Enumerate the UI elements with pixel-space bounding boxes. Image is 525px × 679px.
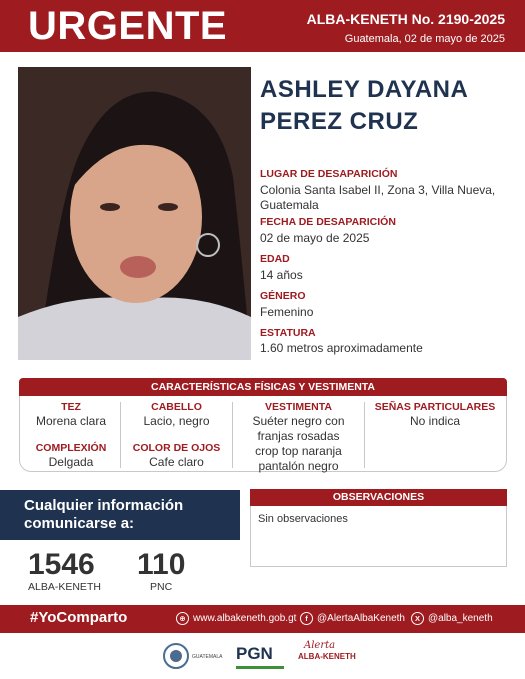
cabello-value: Lacio, negro (143, 414, 210, 428)
x-icon: X (411, 612, 424, 625)
senas-value: No indica (409, 414, 461, 428)
pgn-logo-text: PGN (236, 644, 273, 663)
vestimenta-line: crop top naranja (255, 444, 342, 458)
observations-text: Sin observaciones (258, 513, 348, 525)
cabello-label: CABELLO (151, 401, 202, 413)
alert-number: ALBA-KENETH No. 2190-2025 (306, 11, 505, 27)
vestimenta-label: VESTIMENTA (265, 401, 332, 413)
person-name-line1: ASHLEY DAYANA (260, 76, 469, 103)
x-text: @alba_keneth (428, 613, 493, 624)
lugar-value-1: Colonia Santa Isabel II, Zona 3, Villa Nueva, (260, 183, 496, 197)
alerta-logo-script: Alerta (304, 640, 336, 651)
senas-label: SEÑAS PARTICULARES (374, 401, 496, 413)
alerta-logo-text: ALBA-KENETH (298, 652, 356, 661)
lugar-value-2: Guatemala (260, 198, 319, 212)
coat-of-arms-icon (162, 642, 190, 670)
footer-bar (0, 605, 525, 633)
vestimenta-line: Suéter negro con (252, 414, 345, 428)
complexion-value: Delgada (48, 455, 94, 469)
edad-value: 14 años (260, 268, 303, 282)
pgn-logo (236, 640, 286, 674)
phone-number-pnc: 110 (137, 548, 186, 581)
hashtag: #YoComparto (30, 609, 128, 626)
tez-value: Morena clara (35, 414, 107, 428)
estatura-label: ESTATURA (260, 327, 316, 339)
guatemala-logo-text: GUATEMALA (192, 654, 223, 660)
complexion-label: COMPLEXIÓN (35, 442, 107, 454)
phone-number-alba: 1546 (28, 548, 95, 581)
contact-banner (0, 490, 240, 540)
website-text: www.albakeneth.gob.gt (193, 613, 297, 624)
vestimenta-line: pantalón negro (258, 459, 339, 473)
person-name-line2: PEREZ CRUZ (260, 108, 419, 135)
lugar-label: LUGAR DE DESAPARICIÓN (260, 168, 398, 180)
genero-label: GÉNERO (260, 290, 306, 302)
pgn-underline (236, 666, 284, 669)
urgent-title: URGENTE (28, 4, 228, 48)
portrait-illustration (18, 67, 251, 360)
guatemala-logo (162, 640, 222, 674)
globe-icon: ⊕ (176, 612, 189, 625)
fecha-label: FECHA DE DESAPARICIÓN (260, 216, 396, 228)
vestimenta-value (233, 414, 364, 474)
phone-label-pnc: PNC (150, 581, 173, 593)
contact-line1: Cualquier información (24, 497, 184, 514)
observations-title: OBSERVACIONES (250, 489, 507, 506)
alerta-logo (298, 640, 358, 674)
vestimenta-line: franjas rosadas (257, 429, 340, 443)
edad-label: EDAD (260, 253, 290, 265)
header-bar (0, 0, 525, 52)
tez-label: TEZ (61, 401, 81, 413)
facebook-text: @AlertaAlbaKeneth (317, 613, 405, 624)
person-name (260, 74, 510, 138)
facebook-icon: f (300, 612, 313, 625)
fecha-value: 02 de mayo de 2025 (260, 231, 370, 245)
facebook-link[interactable] (300, 612, 405, 625)
alert-date: Guatemala, 02 de mayo de 2025 (344, 33, 505, 45)
characteristics-title: CARACTERÍSTICAS FÍSICAS Y VESTIMENTA (19, 378, 507, 396)
phone-label-alba: ALBA-KENETH (28, 581, 101, 593)
genero-value: Femenino (260, 305, 314, 319)
estatura-value: 1.60 metros aproximadamente (260, 341, 423, 355)
missing-person-photo (18, 67, 251, 360)
contact-line2: comunicarse a: (24, 515, 135, 532)
ojos-value: Cafe claro (149, 455, 204, 469)
x-link[interactable] (411, 612, 493, 625)
ojos-label: COLOR DE OJOS (132, 442, 221, 454)
website-link[interactable] (176, 612, 296, 625)
